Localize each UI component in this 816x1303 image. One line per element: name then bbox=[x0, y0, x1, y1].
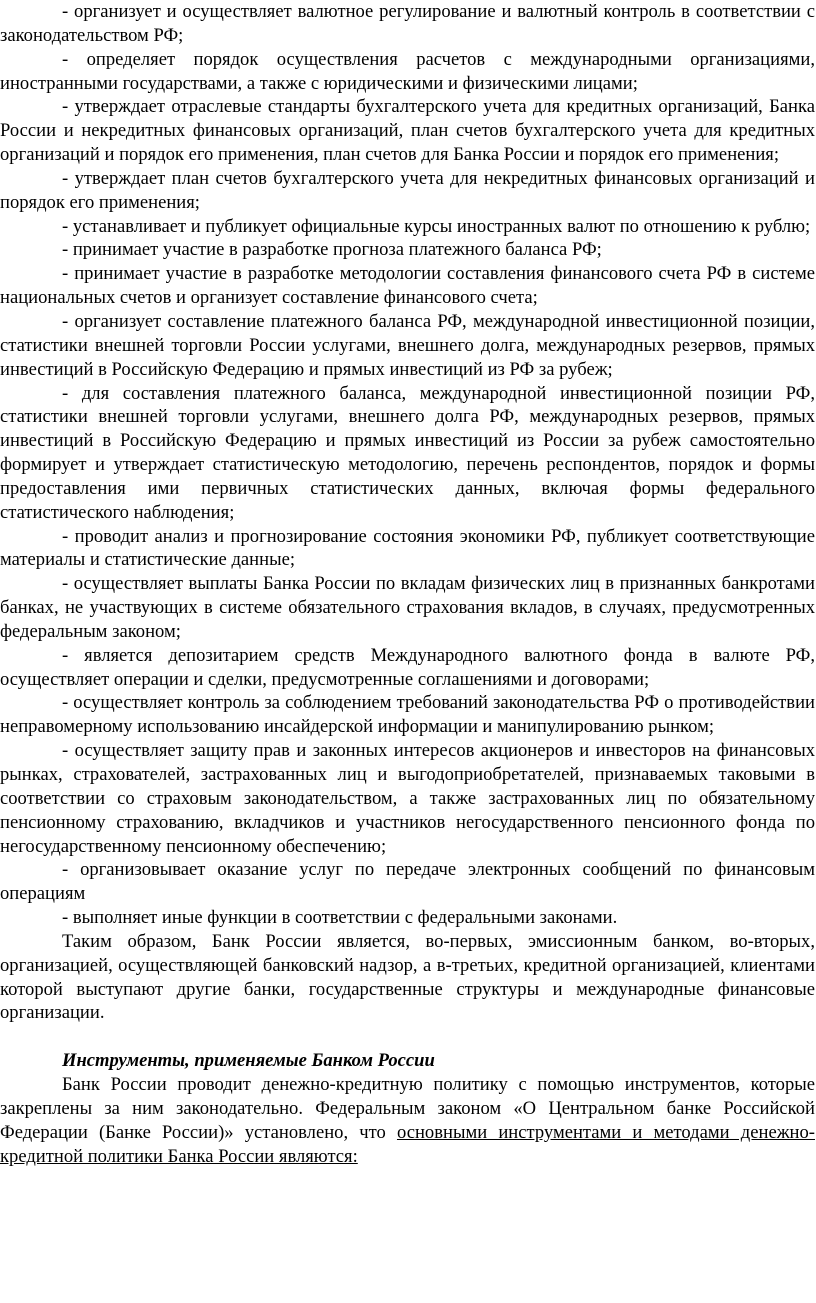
blank-line bbox=[0, 1025, 815, 1049]
section-intro-underlined: основными инструментами и методами денежно-кредитной политики Банка России являются: bbox=[0, 1121, 815, 1167]
paragraph-currency-regulation: - организует и осуществляет валютное регулирование и валютный контроль в соответствии с законодательством РФ; bbox=[0, 1, 815, 46]
paragraph-statistical-methodology: - для составления платежного баланса, международной инвестиционной позиции РФ, статистики внешней торговли услугами, внешнего долга РФ, международных резервов, прямых инвестиций в Российскую Федерацию и прямых инвестиций из России за рубеж самостоятельно формирует и утверждает статистическую методологию, перечень респондентов, порядок и формы предоставления ими первичных статистических данных, включая формы федерального статистического наблюдения; bbox=[0, 382, 815, 523]
paragraph-investor-protection: - осуществляет защиту прав и законных интересов акционеров и инвесторов на финансовых рынках, страхователей, застрахованных лиц и выгодоприобретателей, признаваемых таковыми в соответствии со страховым законодательством, а также застрахованных лиц по обязательному пенсионному страхованию, вкладчиков и участников негосударственного пенсионного фонда по негосударственному пенсионному обеспечению; bbox=[0, 740, 815, 857]
paragraph-deposit-payments: - осуществляет выплаты Банка России по вкладам физических лиц в признанных банкротами банках, не участвующих в системе обязательного страхования вкладов, в случаях, предусмотренных федеральным законом; bbox=[0, 573, 815, 642]
section-intro-text: Банк России проводит денежно-кредитную политику с помощью инструментов, которые закреплены за ним законодательно. Федеральным законом «О Центральном банке Российской Федерации (Банке России)» установлено, что bbox=[0, 1074, 815, 1143]
paragraph-insider-control: - осуществляет контроль за соблюдением требований законодательства РФ о противодействии неправомерному использованию инсайдерской информации и манипулированию рынком; bbox=[0, 692, 815, 738]
paragraph-electronic-messages: - организовывает оказание услуг по передаче электронных сообщений по финансовым операциям bbox=[0, 859, 815, 905]
paragraph-financial-account: - принимает участие в разработке методологии составления финансового счета РФ в системе национальных счетов и организует составление финансового счета; bbox=[0, 263, 815, 309]
section-intro-paragraph bbox=[0, 1073, 815, 1168]
paragraph-balance-forecast: - принимает участие в разработке прогноза платежного баланса РФ; bbox=[62, 239, 602, 261]
paragraph-chart-of-accounts: - утверждает план счетов бухгалтерского учета для некредитных финансовых организаций и порядок его применения; bbox=[0, 167, 815, 213]
paragraph-exchange-rates: - устанавливает и публикует официальные курсы иностранных валют по отношению к рублю; bbox=[62, 215, 811, 237]
paragraph-balance-compilation: - организует составление платежного баланса РФ, международной инвестиционной позиции, статистики внешней торговли России услугами, внешнего долга, международных резервов, прямых инвестиций в Российскую Федерацию и прямых инвестиций из РФ за рубеж; bbox=[0, 310, 815, 380]
paragraph-other-functions: - выполняет иные функции в соответствии с федеральными законами. bbox=[62, 907, 618, 929]
paragraph-imf-depositary: - является депозитарием средств Международного валютного фонда в валюте РФ, осуществляет операции и сделки, предусмотренные соглашениями и договорами; bbox=[0, 644, 815, 690]
paragraph-economic-analysis: - проводит анализ и прогнозирование состояния экономики РФ, публикует соответствующие материалы и статистические данные; bbox=[0, 525, 815, 571]
paragraph-accounting-standards: - утверждает отраслевые стандарты бухгалтерского учета для кредитных организаций, Банка России и некредитных финансовых организаций, план счетов бухгалтерского учета для кредитных организаций и порядок его применения, план счетов для Банка России и порядок его применения; bbox=[0, 96, 815, 166]
paragraph-settlement-procedure: - определяет порядок осуществления расчетов с международными организациями, иностранными государствами, а также с юридическими и физическими лицами; bbox=[0, 48, 815, 94]
paragraph-conclusion: Таким образом, Банк России является, во-первых, эмиссионным банком, во-вторых, организацией, осуществляющей банковский надзор, а в-третьих, кредитной организацией, клиентами которой выступают другие банки, государственные структуры и международные финансовые организации. bbox=[0, 930, 815, 1024]
section-heading: Инструменты, применяемые Банком России bbox=[62, 1050, 435, 1072]
